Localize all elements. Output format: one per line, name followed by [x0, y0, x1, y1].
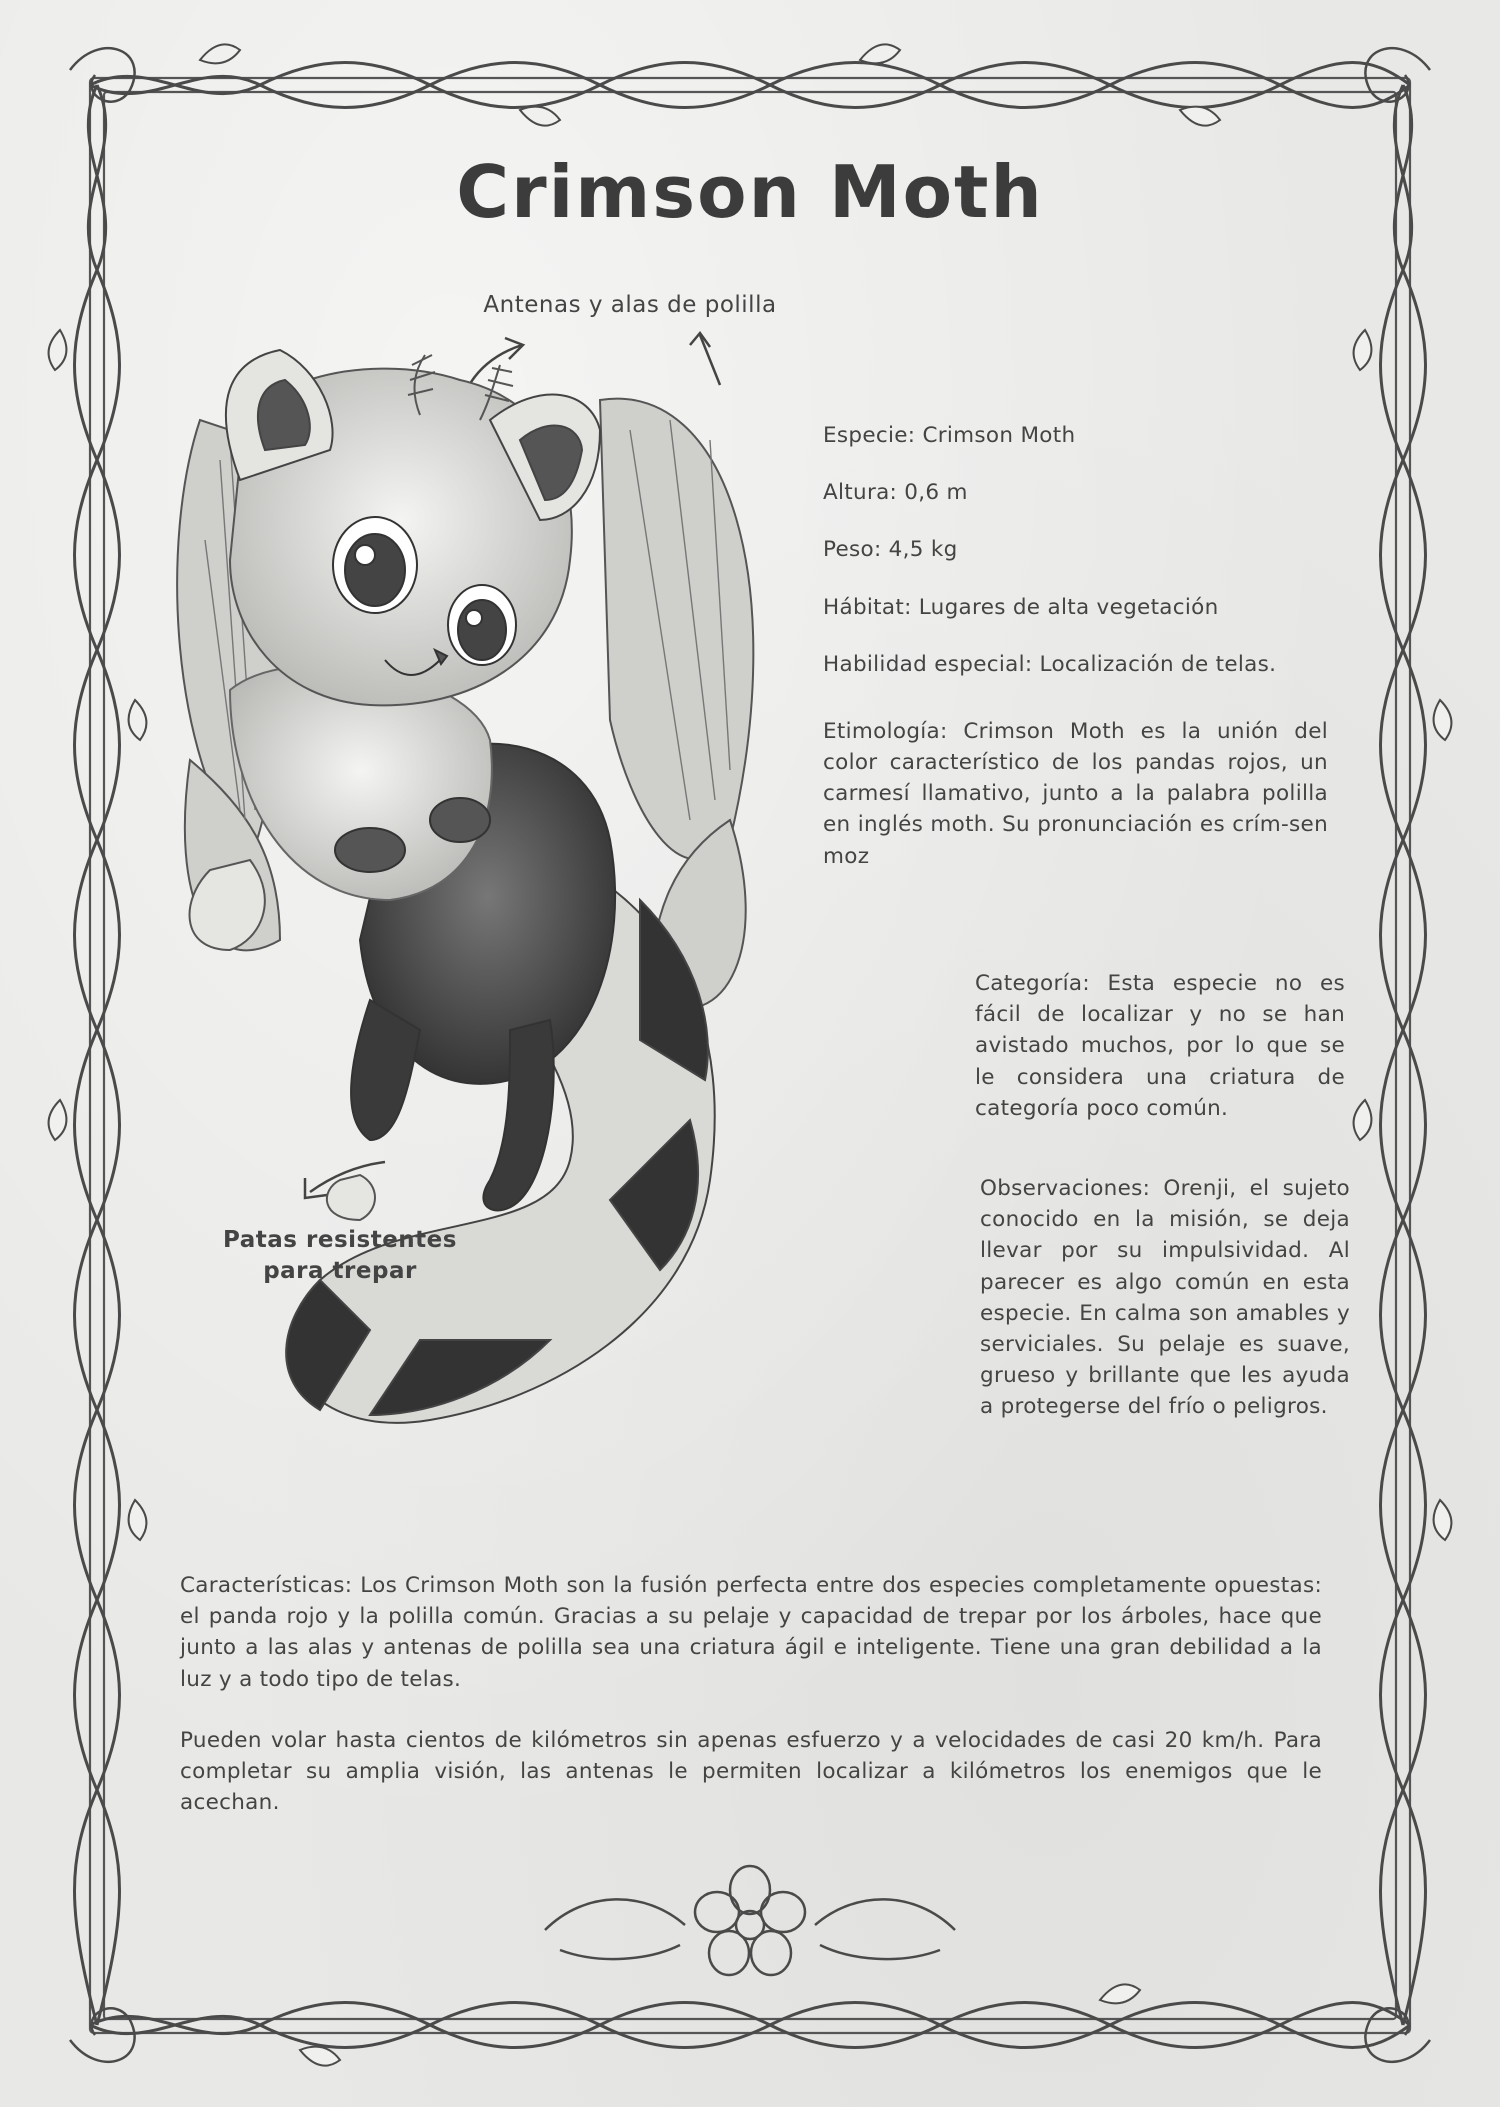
legs-annotation-line1: Patas resistentes — [223, 1227, 457, 1253]
ability-line: Habilidad especial: Localización de telas. — [823, 651, 1277, 677]
legs-annotation — [200, 1225, 480, 1287]
right-wing — [600, 399, 753, 860]
etymology-paragraph: Etimología: Crimson Moth es la unión del color característico de los pandas rojos, un carmesí llamativo, junto a la palabra polilla en inglés moth. Su pronunciación es crím-sen moz — [823, 718, 1328, 869]
observations-paragraph: Observaciones: Orenji, el sujeto conocido en la misión, se deja llevar por su impulsividad. Al parecer es algo común en esta especie. En calma son amables y serviciales. Su pelaje es suave, grueso y brillante que les ayuda a protegerse del frío o peligros. — [980, 1176, 1350, 1420]
species-line: Especie: Crimson Moth — [823, 423, 1076, 448]
characteristics-paragraph: Características: Los Crimson Moth son la fusión perfecta entre dos especies completamente opuestas: el panda rojo y la polilla común. Gracias a su pelaje y capacidad de trepar por los árboles, hace que junto a las alas y antenas de polilla sea una criatura ágil e inteligente. Tiene una gran debilidad a la luz y a todo tipo de telas. — [180, 1573, 1322, 1692]
crimson-moth-illustration — [170, 340, 810, 1570]
flower-ornament — [545, 1866, 955, 1975]
weight-line: Peso: 4,5 kg — [823, 537, 958, 563]
page-title: Crimson Moth — [456, 150, 1044, 234]
legs-annotation-line2: para trepar — [263, 1258, 417, 1285]
category-paragraph: Categoría: Esta especie no es fácil de localizar y no se han avistado muchos, por lo que se le considera una criatura de categoría poco común. — [975, 971, 1345, 1121]
info-block — [823, 420, 1328, 872]
habitat-line: Hábitat: Lugares de alta vegetación — [823, 594, 1219, 620]
antenna-wings-annotation: Antenas y alas de polilla — [483, 292, 777, 318]
height-line: Altura: 0,6 m — [823, 480, 968, 506]
flight-paragraph: Pueden volar hasta cientos de kilómetros sin apenas esfuerzo y a velocidades de casi 20 km/h. Para completar su amplia visión, las antenas le permiten localizar a kilómetros los enemigos que le acechan. — [180, 1728, 1322, 1816]
